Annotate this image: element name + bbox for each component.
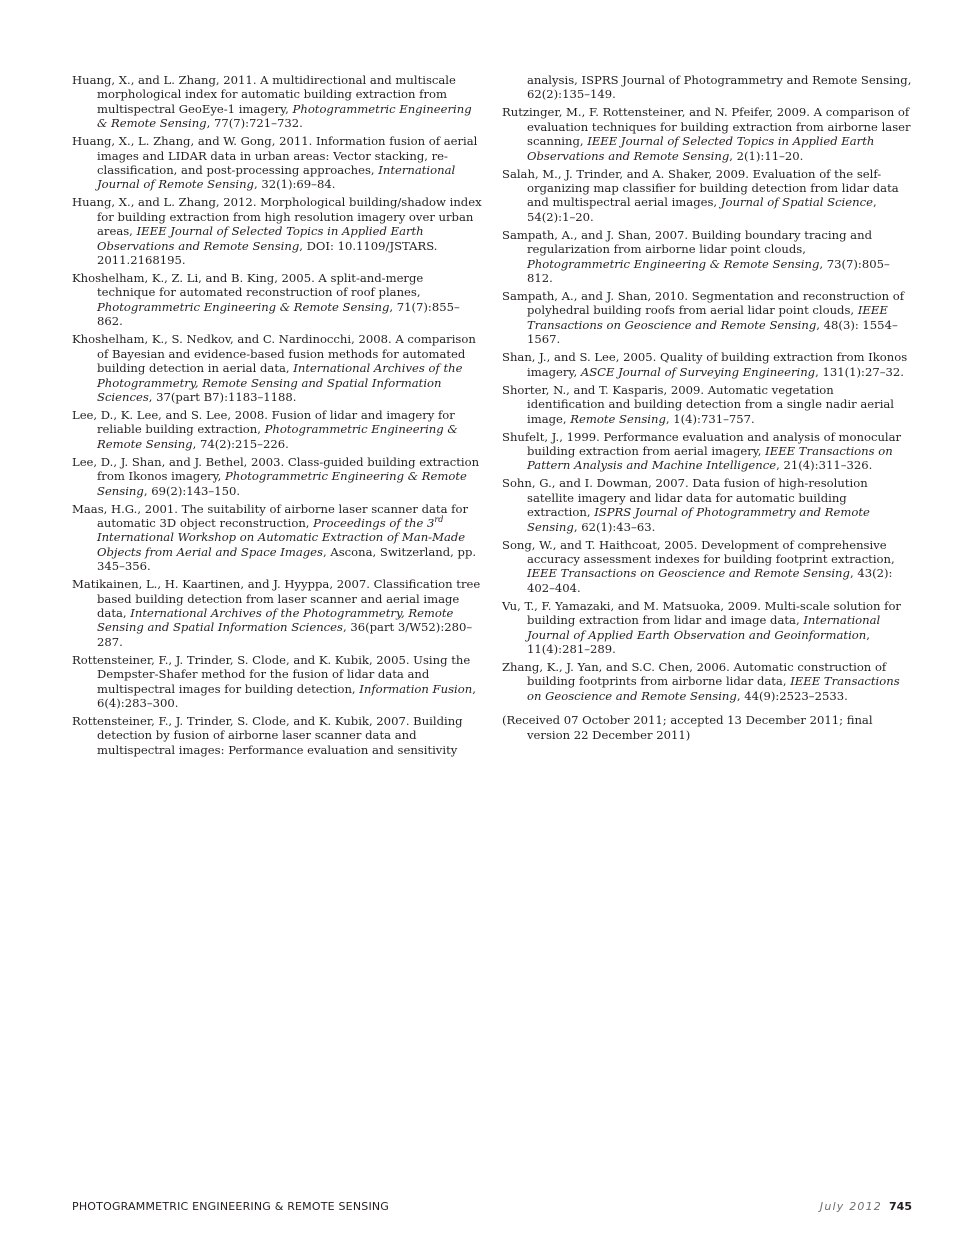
reference-source-title: IEEE Journal of Selected Topics in Applied Earth Observations and Remote Sensing <box>97 224 424 253</box>
received-dates-note: (Received 07 October 2011; accepted 13 December 2011; final version 22 December 2011) <box>502 713 873 742</box>
reference-text: Rutzinger, M., F. Rottensteiner, and N. Pfeifer, 2009. A comparison of evaluation techniques for building extraction from airborne laser scanning, <box>502 105 911 149</box>
reference-text: Lee, D., K. Lee, and S. Lee, 2008. Fusion of lidar and imagery for reliable building extraction, <box>72 407 455 437</box>
reference-entry <box>502 105 912 163</box>
reference-text: Sampath, A., and J. Shan, 2007. Building boundary tracing and regularization from airborne lidar point clouds, <box>502 227 872 257</box>
reference-details: , 48(3): 1554–1567. <box>527 317 898 347</box>
reference-text: Shorter, N., and T. Kasparis, 2009. Automatic vegetation identification and building detection from a single nadir aerial image, <box>502 382 895 426</box>
reference-text: Salah, M., J. Trinder, and A. Shaker, 2009. Evaluation of the self-organizing map classifier for building detection from lidar data and multispectral aerial images, <box>502 166 899 210</box>
reference-entry <box>72 577 484 649</box>
reference-source-title: ISPRS Journal of Photogrammetry and Remote Sensing <box>527 505 870 534</box>
reference-details: , 11(4):281–289. <box>527 627 870 656</box>
reference-source-title-part: Proceedings of the 3 <box>313 515 435 530</box>
reference-details: , 44(9):2523–2533. <box>736 688 848 703</box>
reference-text: analysis, <box>527 73 582 87</box>
reference-details: , 37(part B7):1183–1188. <box>148 389 297 404</box>
reference-text: Huang, X., and L. Zhang, 2012. Morphological building/shadow index for building extraction from high resolution imagery over urban areas, <box>72 195 482 239</box>
reference-entry <box>72 271 484 329</box>
reference-entry <box>502 289 912 347</box>
page-footer <box>72 1200 912 1216</box>
reference-source-title: ISPRS Journal of Photogrammetry and Remote Sensing <box>581 73 908 87</box>
reference-source-title: International Journal of Remote Sensing <box>97 163 456 192</box>
reference-entry <box>502 476 912 534</box>
reference-details: , 71(7):855–862. <box>97 299 460 329</box>
reference-entry <box>502 350 912 379</box>
reference-text: Lee, D., J. Shan, and J. Bethel, 2003. Class-guided building extraction from Ikonos imagery, <box>72 454 480 484</box>
reference-text: Vu, T., F. Yamazaki, and M. Matsuoka, 2009. Multi-scale solution for building extraction from lidar and image data, <box>502 598 901 628</box>
reference-source-title: IEEE Transactions on Geoscience and Remote Sensing <box>527 566 850 581</box>
reference-text: Zhang, K., J. Yan, and S.C. Chen, 2006. Automatic construction of building footprints from airborne lidar data, <box>502 659 887 689</box>
reference-source-title: Photogrammetric Engineering & Remote Sensing <box>97 299 390 314</box>
reference-text: Khoshelham, K., S. Nedkov, and C. Nardinocchi, 2008. A comparison of Bayesian and evidence-based fusion methods for automated building detection in aerial data, <box>72 332 476 376</box>
references-right-column <box>502 73 912 754</box>
reference-continuation <box>502 73 912 102</box>
reference-entry <box>72 714 484 757</box>
reference-text: Huang, X., L. Zhang, and W. Gong, 2011. Information fusion of aerial images and LIDAR data in urban areas: Vector stacking, re-classification, and post-processing approaches, <box>72 134 478 178</box>
reference-text: Rottensteiner, F., J. Trinder, S. Clode, and K. Kubik, 2005. Using the Dempster-Shafer method for the fusion of lidar data and multispectral images for building detection, <box>72 652 471 696</box>
reference-text: Song, W., and T. Haithcoat, 2005. Development of comprehensive accuracy assessment indexes for building footprint extraction, <box>502 537 895 566</box>
reference-details: , Ascona, Switzerland, pp. 345–356. <box>97 544 477 574</box>
reference-source-title: IEEE Transactions on Geoscience and Remote Sensing <box>527 303 888 332</box>
footer-issue-date: July 2012 <box>819 1200 882 1213</box>
reference-text: Huang, X., and L. Zhang, 2011. A multidirectional and multiscale morphological index for automatic building extraction from multispectral GeoEye-1 imagery, <box>72 73 456 116</box>
references-left-column <box>72 73 484 761</box>
reference-entry <box>502 228 912 286</box>
reference-details: , 62(1):43–63. <box>573 519 656 534</box>
reference-source-title: Information Fusion <box>359 681 473 696</box>
reference-source-title: International Archives of the Photogrammetry, Remote Sensing and Spatial Information Sciences <box>97 605 454 635</box>
reference-details: , 36(part 3/W52):280–287. <box>97 620 473 649</box>
reference-details: , 73(7):805–812. <box>527 256 890 286</box>
reference-details: , 21(4):311–326. <box>776 458 873 473</box>
reference-source-title: International Archives of the Photogrammetry, Remote Sensing and Spatial Information Sciences <box>97 361 463 404</box>
reference-entry <box>502 430 912 473</box>
reference-text: Matikainen, L., H. Kaartinen, and J. Hyyppa, 2007. Classification tree based building detection from laser scanner and aerial image data, <box>72 577 481 620</box>
reference-source-title-part: International Workshop on Automatic Extraction of Man-Made Objects from Aerial and Space Images <box>97 530 466 559</box>
reference-text: Khoshelham, K., Z. Li, and B. King, 2005. A split-and-merge technique for automated reconstruction of roof planes, <box>72 271 424 300</box>
reference-entry <box>72 502 484 574</box>
page-number: 745 <box>889 1200 912 1213</box>
reference-text: Shufelt, J., 1999. Performance evaluation and analysis of monocular building extraction from aerial imagery, <box>502 429 902 458</box>
reference-entry <box>72 332 484 404</box>
reference-source-title: IEEE Journal of Selected Topics in Applied Earth Observations and Remote Sensing <box>527 134 875 163</box>
reference-entry <box>502 660 912 703</box>
reference-text: Sampath, A., and J. Shan, 2010. Segmentation and reconstruction of polyhedral building roofs from aerial lidar point clouds, <box>502 289 905 318</box>
reference-source-title: Photogrammetric Engineering & Remote Sensing <box>97 101 472 131</box>
reference-source-title: Photogrammetric Engineering & Remote Sensing <box>527 256 820 271</box>
reference-text: Maas, H.G., 2001. The suitability of airborne laser scanner data for automatic 3D object reconstruction, <box>72 501 468 530</box>
reference-entry <box>502 538 912 596</box>
reference-source-title: ASCE Journal of Surveying Engineering <box>580 364 816 379</box>
reference-source-title: Remote Sensing <box>570 411 666 426</box>
reference-details: , DOI: 10.1109/JSTARS. 2011.2168195. <box>97 238 438 268</box>
reference-entry <box>72 653 484 711</box>
reference-details: , 69(2):143–150. <box>143 483 241 498</box>
reference-details: , 74(2):215–226. <box>192 436 289 451</box>
reference-details: , 32(1):69–84. <box>253 177 336 192</box>
footer-journal-name: PHOTOGRAMMETRIC ENGINEERING & REMOTE SENSING <box>72 1200 390 1213</box>
reference-details: , 54(2):1–20. <box>527 195 877 224</box>
reference-entry <box>72 455 484 498</box>
reference-details: , 1(4):731–757. <box>665 411 755 426</box>
reference-entry <box>72 134 484 192</box>
reference-entry <box>502 167 912 225</box>
reference-details: , 131(1):27–32. <box>815 364 904 379</box>
reference-entry <box>502 599 912 657</box>
reference-source-title: Journal of Spatial Science <box>720 195 873 210</box>
reference-source-title: International Journal of Applied Earth Observation and Geoinformation <box>527 613 881 642</box>
reference-source-title: Photogrammetric Engineering & Remote Sensing <box>97 469 467 498</box>
reference-details: , 43(2): 402–404. <box>527 566 893 595</box>
reference-entry <box>72 408 484 451</box>
reference-source-title: Photogrammetric Engineering & Remote Sensing <box>97 422 458 451</box>
reference-text: Rottensteiner, F., J. Trinder, S. Clode, and K. Kubik, 2007. Building detection by fusion of airborne laser scanner data and multispectral images: Performance evaluation and sensitivity <box>72 714 463 757</box>
reference-entry <box>72 195 484 267</box>
reference-entry <box>72 73 484 131</box>
reference-text: Shan, J., and S. Lee, 2005. Quality of building extraction from Ikonos imagery, <box>502 350 908 379</box>
reference-entry <box>502 383 912 426</box>
reference-text: Sohn, G., and I. Dowman, 2007. Data fusion of high-resolution satellite imagery and lidar data for automatic building extraction, <box>502 476 868 520</box>
reference-details: , 2(1):11–20. <box>729 148 804 163</box>
ordinal-superscript: rd <box>434 515 444 525</box>
reference-source-title: IEEE Transactions on Geoscience and Remote Sensing <box>527 674 900 703</box>
reference-details: , 62(2):135–149. <box>527 73 912 102</box>
reference-source-title: IEEE Transactions on Pattern Analysis and Machine Intelligence <box>527 443 893 473</box>
reference-details: , 77(7):721–732. <box>206 116 303 131</box>
reference-details: , 6(4):283–300. <box>97 681 476 710</box>
